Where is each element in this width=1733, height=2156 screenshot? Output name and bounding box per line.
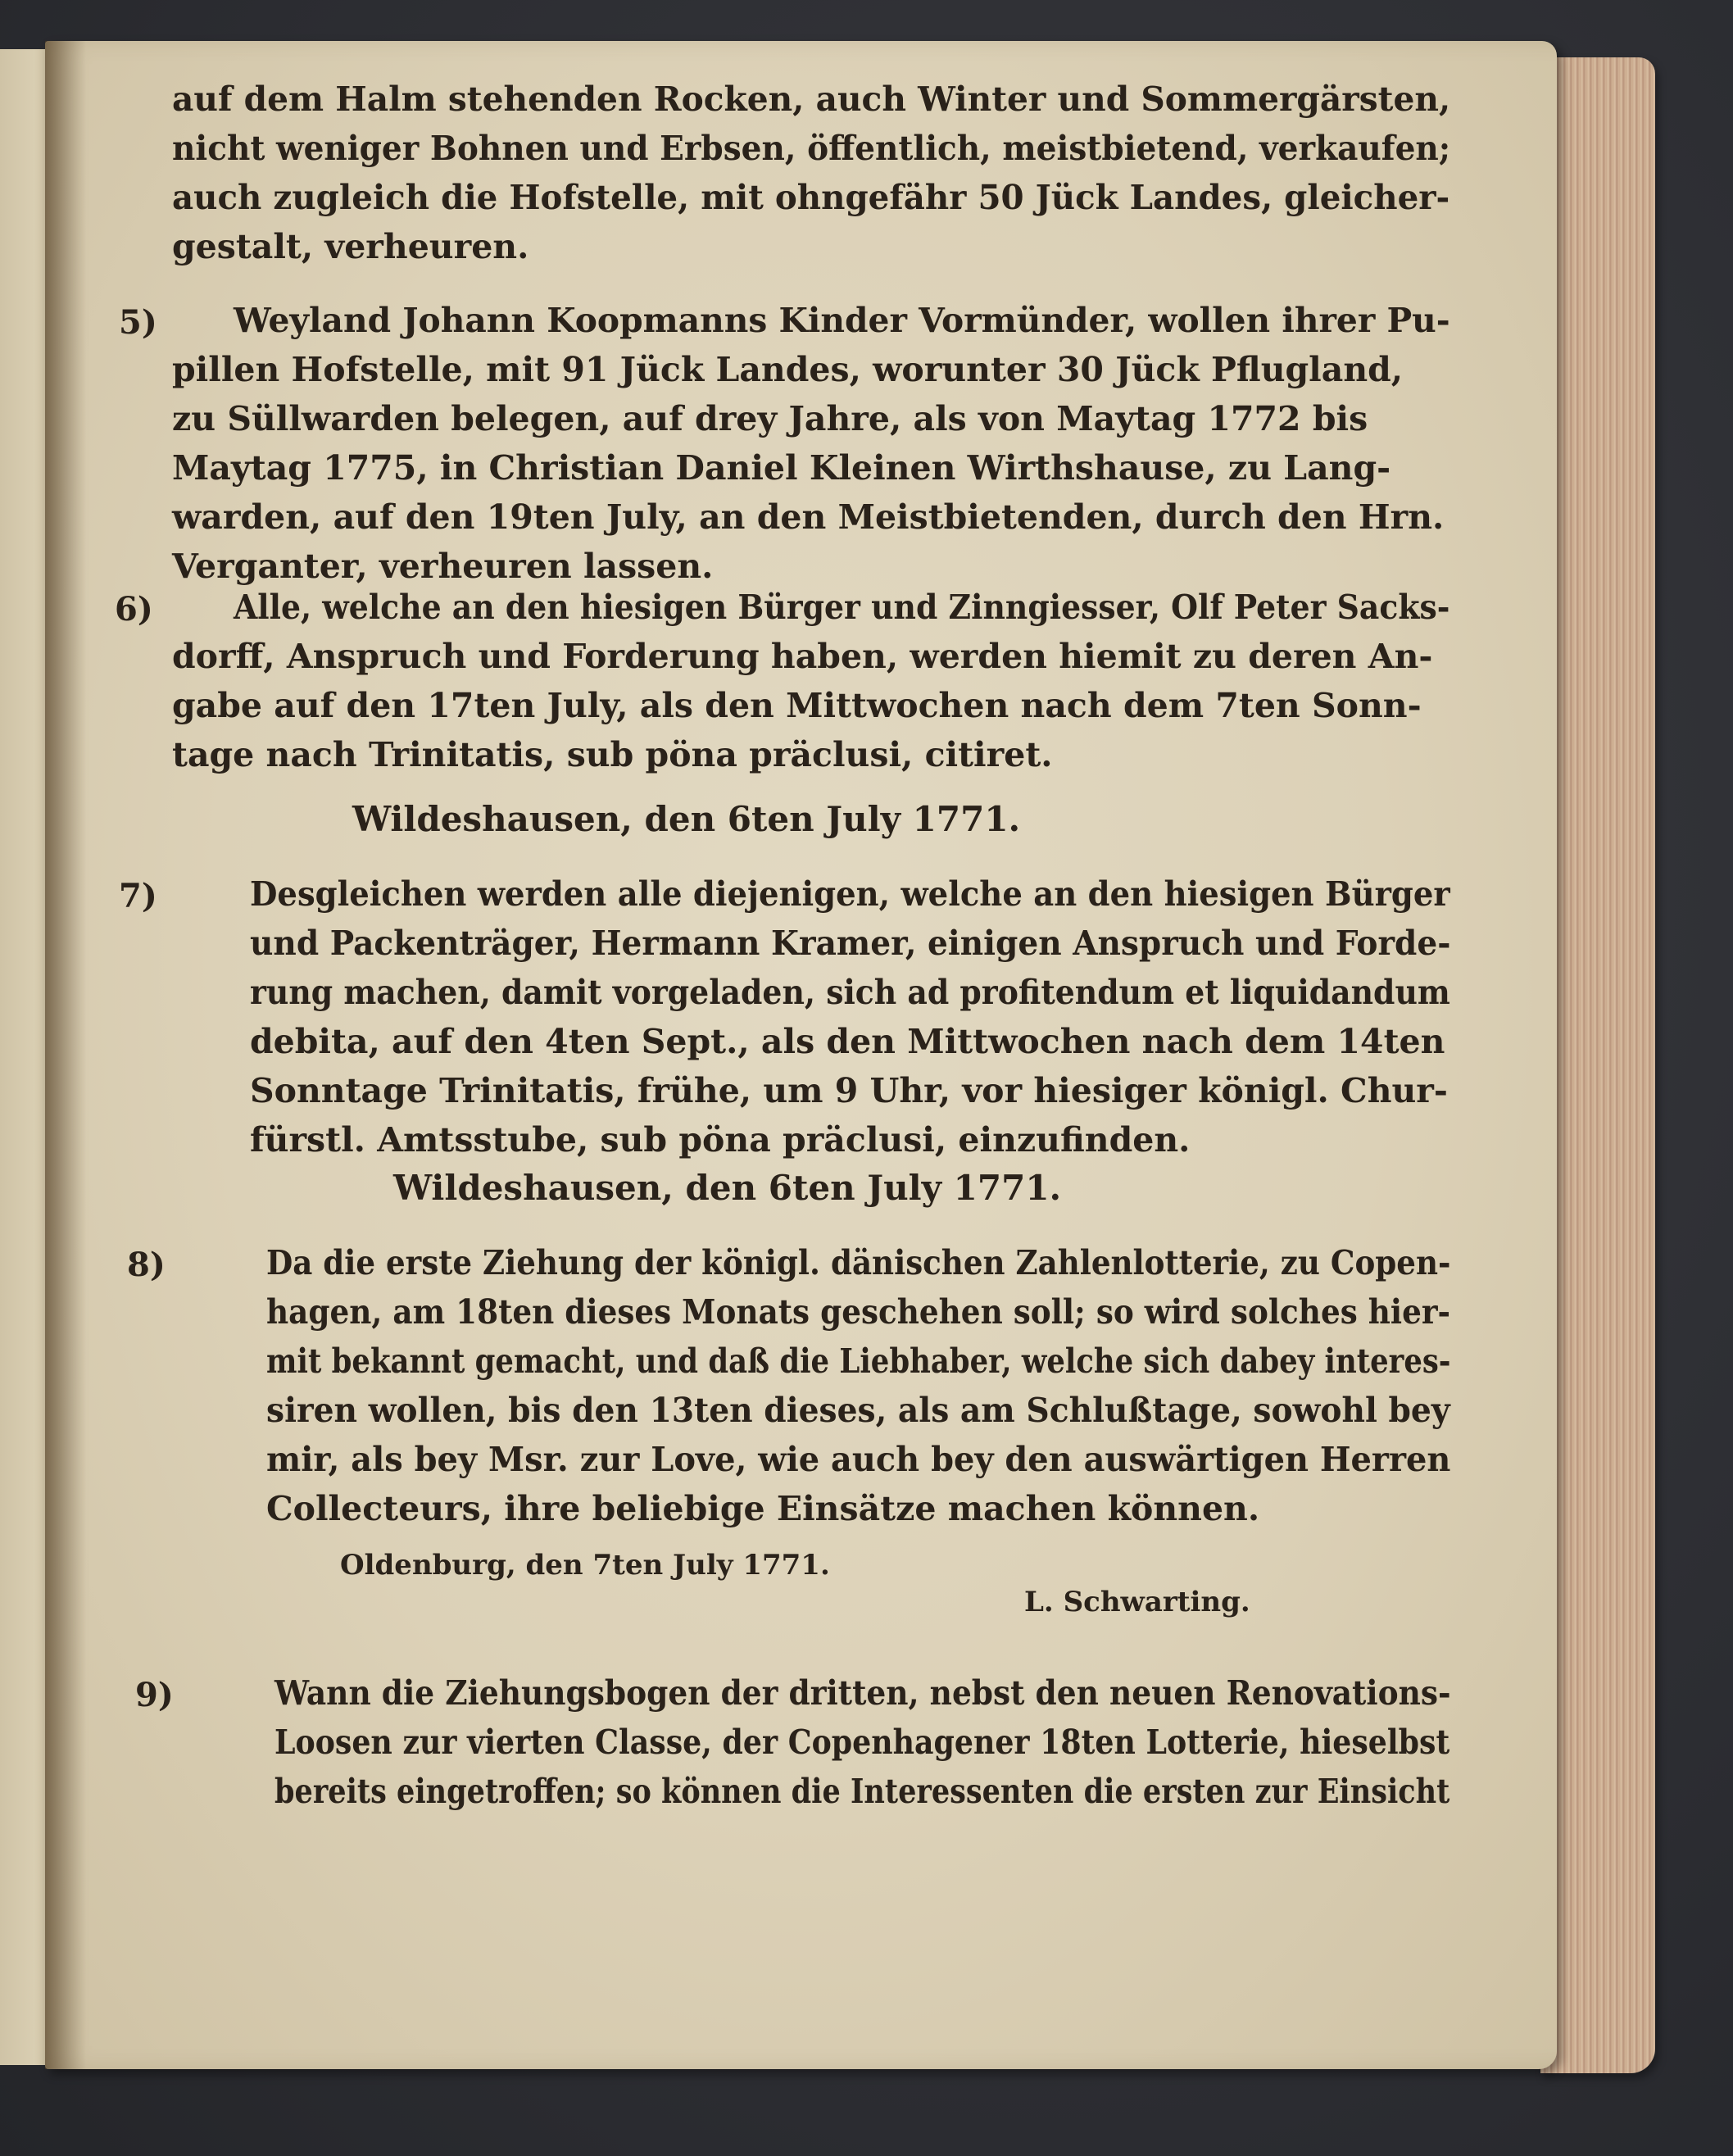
signature: L. Schwarting. (1024, 1586, 1250, 1618)
text-line: auch zugleich die Hofstelle, mit ohngefähr 50 Jück Landes, gleicher- (172, 178, 1450, 217)
text-line: Collecteurs, ihre beliebige Einsätze machen können. (266, 1489, 1260, 1528)
item-number: 5) (119, 303, 157, 342)
text-line: dorff, Anspruch und Forderung haben, werden hiemit zu deren An- (172, 637, 1433, 676)
text-line: nicht weniger Bohnen und Erbsen, öffentlich, meistbietend, verkaufen; (172, 129, 1451, 168)
text-line: gabe auf den 17ten July, als den Mittwochen nach dem 7ten Sonn- (172, 686, 1422, 725)
text-line: Maytag 1775, in Christian Daniel Kleinen Wirthshause, zu Lang- (172, 448, 1391, 488)
item-number: 8) (127, 1246, 166, 1284)
text-line: und Packenträger, Hermann Kramer, einigen Anspruch und Forde- (250, 924, 1451, 963)
dateline: Wildeshausen, den 6ten July 1771. (352, 799, 1021, 839)
text-line: warden, auf den 19ten July, an den Meistbietenden, durch den Hrn. (172, 497, 1445, 537)
text-line: bereits eingetroffen; so können die Interessenten die ersten zur Einsicht (274, 1772, 1450, 1811)
text-line: Weyland Johann Koopmanns Kinder Vormünder, wollen ihrer Pu- (234, 301, 1450, 340)
text-line: gestalt, verheuren. (172, 227, 529, 266)
text-line: fürstl. Amtsstube, sub pöna präclusi, einzufinden. (250, 1120, 1191, 1160)
text-line: mir, als bey Msr. zur Love, wie auch bey den auswärtigen Herren (266, 1440, 1451, 1479)
text-line: debita, auf den 4ten Sept., als den Mittwochen nach dem 14ten (250, 1022, 1445, 1061)
text-line: tage nach Trinitatis, sub pöna präclusi, citiret. (172, 735, 1053, 774)
text-line: pillen Hofstelle, mit 91 Jück Landes, worunter 30 Jück Pflugland, (172, 350, 1404, 389)
text-line: Verganter, verheuren lassen. (172, 547, 714, 586)
text-line: Desgleichen werden alle diejenigen, welche an den hiesigen Bürger (250, 874, 1450, 914)
item-number: 7) (119, 877, 157, 915)
text-line: Alle, welche an den hiesigen Bürger und Zinngiesser, Olf Peter Sacks- (234, 588, 1450, 627)
text-line: Sonntage Trinitatis, frühe, um 9 Uhr, vor hiesiger königl. Chur- (250, 1071, 1448, 1110)
place-date: Oldenburg, den 7ten July 1771. (340, 1549, 830, 1582)
text-line: siren wollen, bis den 13ten dieses, als am Schlußtage, sowohl bey (266, 1391, 1450, 1430)
dateline: Wildeshausen, den 6ten July 1771. (393, 1168, 1062, 1208)
text-line: mit bekannt gemacht, und daß die Liebhaber, welche sich dabey interes- (266, 1341, 1451, 1381)
item-number: 9) (135, 1676, 174, 1714)
text-line: rung machen, damit vorgeladen, sich ad profitendum et liquidandum (250, 973, 1450, 1012)
page-stack-edges (1540, 57, 1655, 2073)
text-line: Loosen zur vierten Classe, der Copenhagener 18ten Lotterie, hieselbst (274, 1723, 1450, 1762)
item-number: 6) (115, 590, 153, 629)
text-line: zu Süllwarden belegen, auf drey Jahre, als von Maytag 1772 bis (172, 399, 1368, 438)
text-line: hagen, am 18ten dieses Monats geschehen soll; so wird solches hier- (266, 1292, 1451, 1332)
text-line: Da die erste Ziehung der königl. dänischen Zahlenlotterie, zu Copen- (266, 1243, 1451, 1282)
text-line: auf dem Halm stehenden Rocken, auch Winter und Sommergärsten, (172, 79, 1451, 119)
page-gutter-shadow (45, 41, 86, 2069)
text-line: Wann die Ziehungsbogen der dritten, nebst den neuen Renovations- (274, 1673, 1451, 1713)
